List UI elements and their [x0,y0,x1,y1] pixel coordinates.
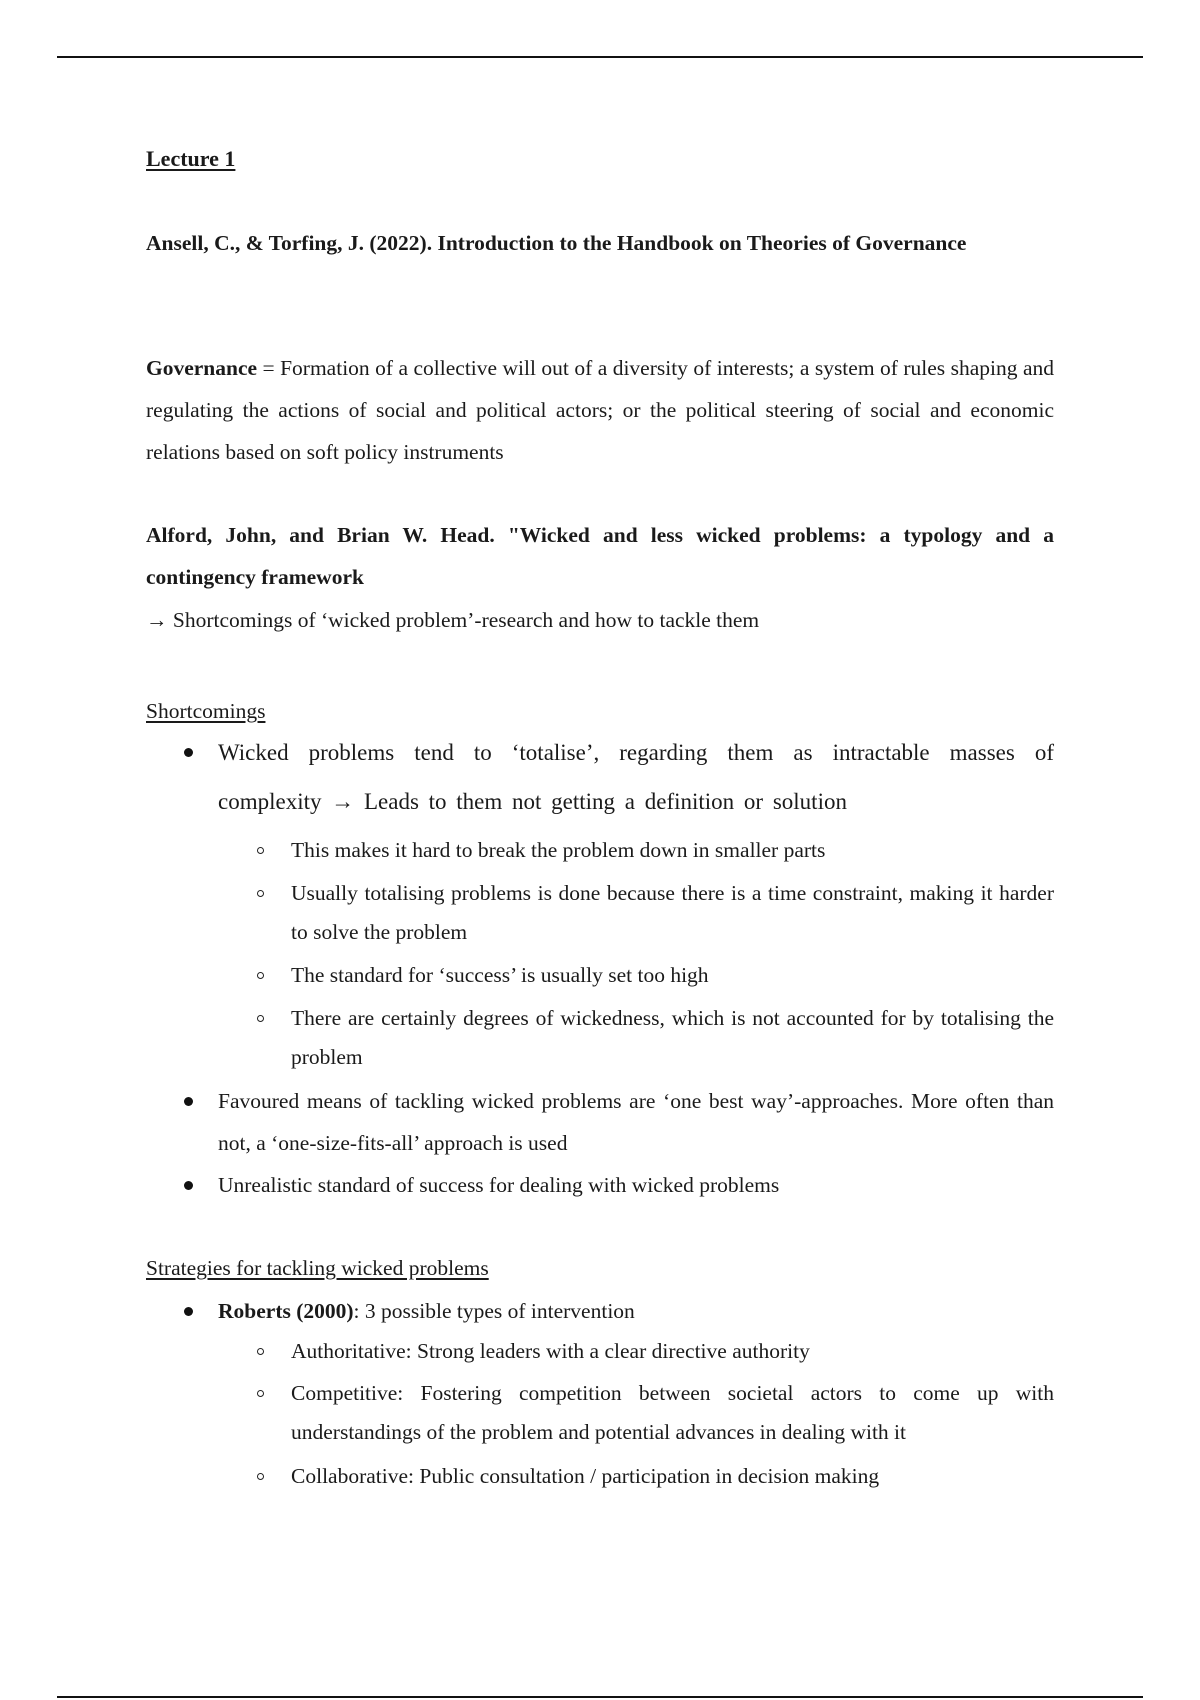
shortcoming-subitem-success-standard: The standard for ‘success’ is usually set too high [291,963,709,987]
sub-bullet-circle [257,1348,264,1355]
sub-bullet-circle [257,1390,264,1397]
shortcoming-subitem-break-down: This makes it hard to break the problem down in smaller parts [291,838,826,862]
sub-bullet-circle [257,890,264,897]
sub-bullet-circle [257,1473,264,1480]
shortcoming-subitem-degrees: There are certainly degrees of wickedness, which is not accounted for by totalising the problem [291,1006,1054,1069]
governance-definition [146,347,1054,473]
bullet-dot [184,1181,193,1190]
sub-bullet-circle [257,847,264,854]
shortcoming-subitem-time-constraint: Usually totalising problems is done because there is a time constraint, making it harder to solve the problem [291,881,1054,944]
bottom-rule [57,1696,1143,1698]
bullet-dot [184,1097,193,1106]
roberts-label: Roberts (2000) [218,1299,354,1323]
lecture-title: Lecture 1 [146,146,236,171]
roberts-text: : 3 possible types of intervention [353,1299,635,1323]
governance-term: Governance [146,356,258,380]
shortcoming-item-totalise: Wicked problems tend to ‘totalise’, regarding them as intractable masses of complexity → Leads to them not getting a definition or solution [218,740,1054,814]
alford-citation: Alford, John, and Brian W. Head. "Wicked and less wicked problems: a typology and a contingency framework [146,523,1054,589]
strategy-subitem-collaborative: Collaborative: Public consultation / participation in decision making [291,1464,880,1488]
shortcoming-item-one-best-way: Favoured means of tackling wicked problems are ‘one best way’-approaches. More often than not, a ‘one-size-fits-all’ approach is used [218,1089,1054,1155]
shortcoming-item-unrealistic: Unrealistic standard of success for dealing with wicked problems [218,1173,780,1197]
ansell-citation: Ansell, C., & Torfing, J. (2022). Introduction to the Handbook on Theories of Governance [146,231,967,255]
shortcomings-heading: Shortcomings [146,699,266,723]
strategy-item-roberts [218,1290,1054,1332]
bullet-dot [184,1307,193,1316]
strategies-heading: Strategies for tackling wicked problems [146,1256,489,1280]
top-rule [57,56,1143,58]
bullet-dot [184,748,193,757]
sub-bullet-circle [257,972,264,979]
governance-definition-text: = Formation of a collective will out of a diversity of interests; a system of rules shaping and regulating the actions of social and political actors; or the political steering of social and economic relations based on soft policy instruments [146,356,1054,464]
sub-bullet-circle [257,1015,264,1022]
strategy-subitem-authoritative: Authoritative: Strong leaders with a clear directive authority [291,1339,810,1363]
alford-summary: → Shortcomings of ‘wicked problem’-research and how to tackle them [146,608,760,632]
strategy-subitem-competitive: Competitive: Fostering competition between societal actors to come up with understandings of the problem and potential advances in dealing with it [291,1381,1054,1444]
